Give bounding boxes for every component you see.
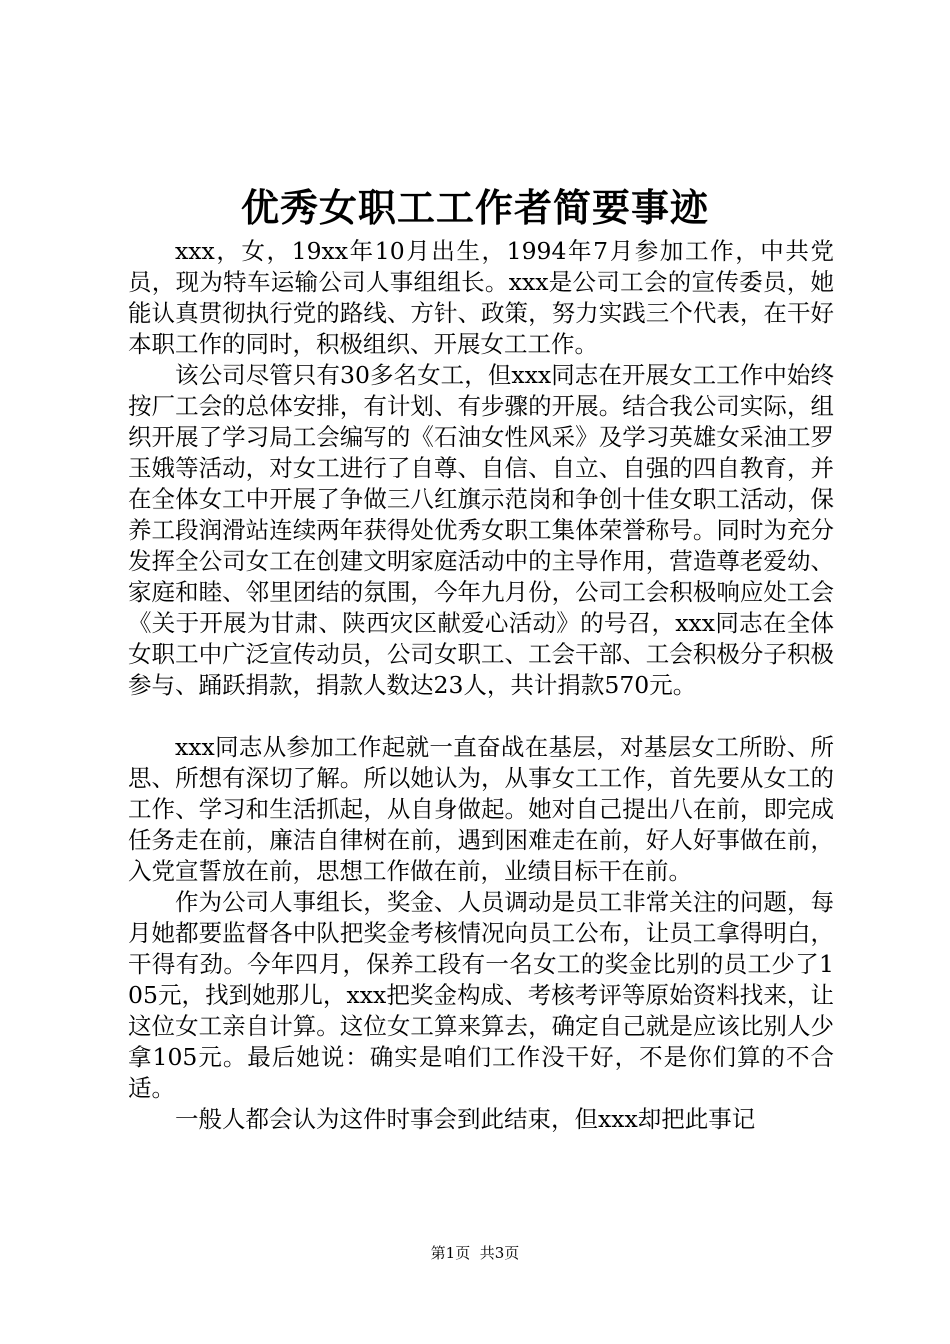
- document-title: 优秀女职工工作者简要事迹: [240, 185, 709, 230]
- paragraph-3: xxx同志从参加工作起就一直奋战在基层，对基层女工所盼、所思、所想有深切了解。所以她认为，从事女工工作，首先要从女工的工作、学习和生活抓起，从自身做起。她对自己提出八在前，即完成任务走在前，廉洁自律树在前，遇到困难走在前，好人好事做在前，入党宣誓放在前，思想工作做在前，业绩目标干在前。: [128, 733, 834, 885]
- paragraph-2: 该公司尽管只有30多名女工，但xxx同志在开展女工工作中始终按厂工会的总体安排，有计划、有步骤的开展。结合我公司实际，组织开展了学习局工会编写的《石油女性风采》及学习英雄女采油工罗玉娥等活动，对女工进行了自尊、自信、自立、自强的四自教育，并在全体女工中开展了争做三八红旗示范岗和争创十佳女职工活动，保养工段润滑站连续两年获得处优秀女职工集体荣誉称号。同时为充分发挥全公司女工在创建文明家庭活动中的主导作用，营造尊老爱幼、家庭和睦、邻里团结的氛围，今年九月份，公司工会积极响应处工会《关于开展为甘肃、陕西灾区献爱心活动》的号召，xxx同志在全体女职工中广泛宣传动员，公司女职工、工会干部、工会积极分子积极参与、踊跃捐款，捐款人数达23人，共计捐款570元。: [128, 361, 834, 699]
- paragraph-4: 作为公司人事组长，奖金、人员调动是员工非常关注的问题，每月她都要监督各中队把奖金考核情况向员工公布，让员工拿得明白，干得有劲。今年四月，保养工段有一名女工的奖金比别的员工少了105元，找到她那儿，xxx把奖金构成、考核考评等原始资料找来，让这位女工亲自计算。这位女工算来算去，确定自己就是应该比别人少拿105元。最后她说：确实是咱们工作没干好，不是你们算的不合适。: [128, 888, 834, 1102]
- page-number: 第1页: [430, 1244, 471, 1262]
- paragraph-5: 一般人都会认为这件时事会到此结束，但xxx却把此事记: [175, 1105, 756, 1133]
- page-footer: [0, 1243, 950, 1263]
- paragraph-1: xxx，女，19xx年10月出生，1994年7月参加工作，中共党员，现为特车运输公司人事组组长。xxx是公司工会的宣传委员，她能认真贯彻执行党的路线、方针、政策，努力实践三个代表，在干好本职工作的同时，积极组织、开展女工工作。: [128, 237, 834, 358]
- page-total: 共3页: [479, 1244, 520, 1262]
- document-body: [128, 236, 834, 1135]
